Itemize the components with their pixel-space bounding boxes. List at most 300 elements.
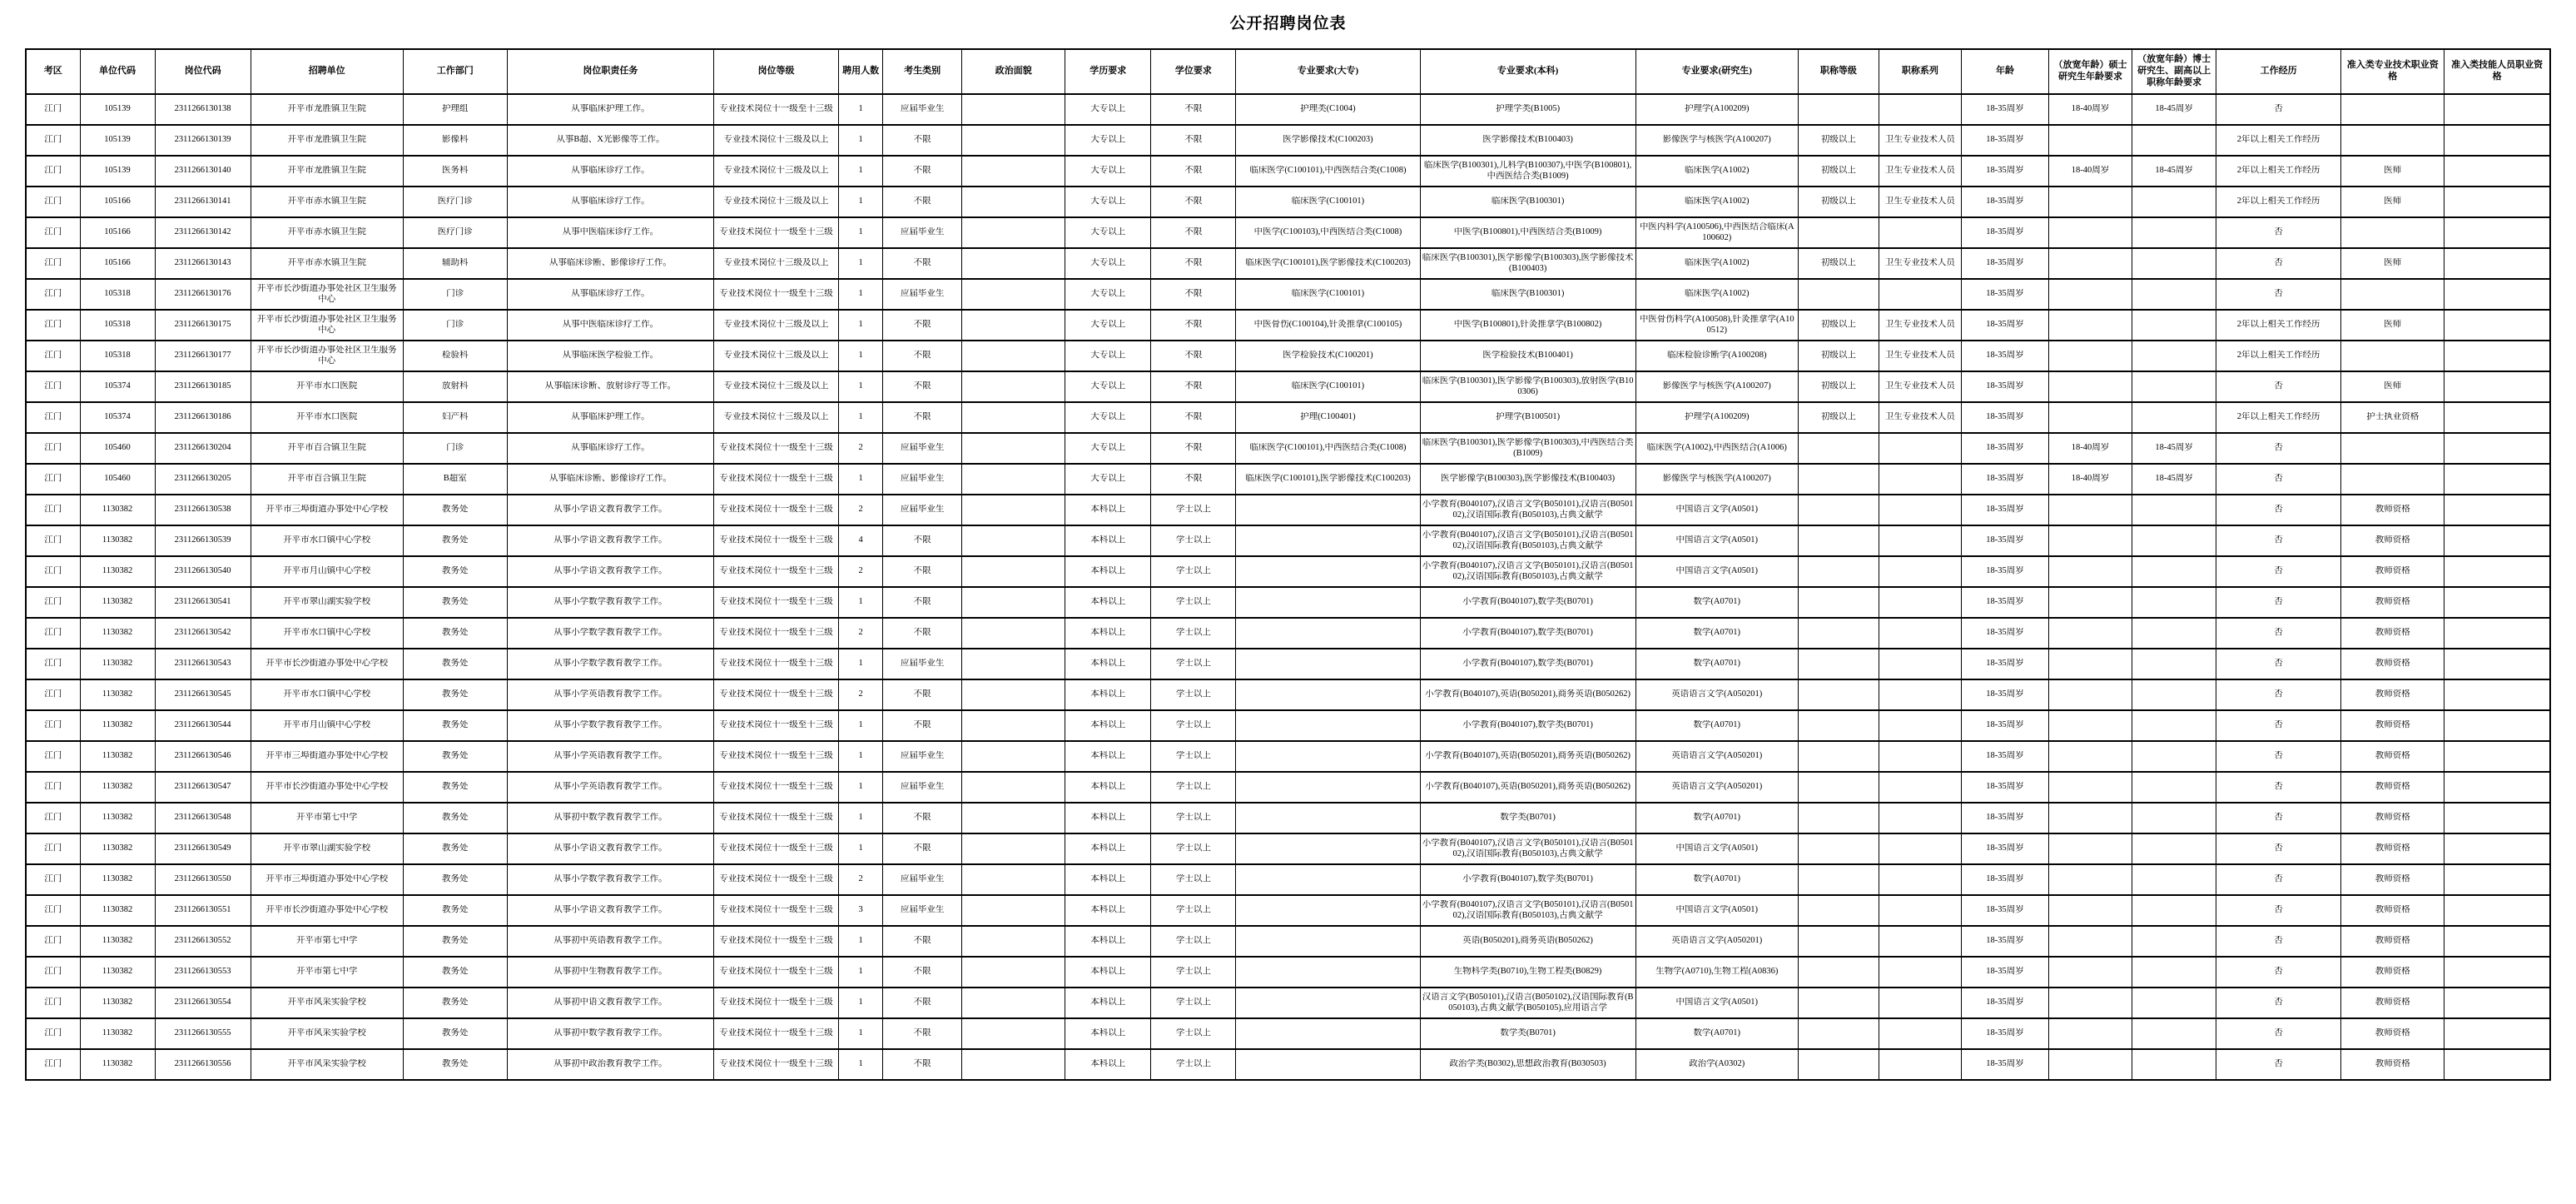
cell-text: 政治学类(B0302),思想政治教育(B030503) [1449, 1059, 1606, 1069]
cell [2216, 371, 2341, 402]
cell-text: 中医学(B100801),针灸推拿学(B100802) [1453, 320, 1602, 330]
cell [155, 1018, 251, 1049]
cell [1236, 803, 1420, 833]
cell [155, 94, 251, 125]
cell [1798, 402, 1879, 433]
cell-text: 2 [858, 566, 863, 576]
cell [2216, 217, 2341, 248]
cell [1236, 187, 1420, 217]
cell-text: 学士以上 [1175, 936, 1211, 946]
cell [1798, 156, 1879, 187]
cell [1961, 1049, 2048, 1080]
cell-text: 不限 [913, 320, 931, 330]
cell-text: 医师 [2384, 197, 2402, 206]
cell [1151, 803, 1236, 833]
cell [1236, 495, 1420, 525]
cell [713, 495, 838, 525]
cell [26, 895, 80, 926]
cell-text: 1 [858, 197, 863, 206]
cell [507, 833, 713, 864]
cell-text: 卫生专业技术人员 [1884, 412, 1955, 422]
cell-text: 临床医学(C100101),中西医结合类(C1008) [1249, 443, 1407, 453]
cell [839, 772, 883, 803]
cell [1635, 926, 1798, 957]
table-row [26, 833, 2550, 864]
cell [962, 433, 1065, 464]
cell [1961, 94, 2048, 125]
cell [26, 864, 80, 895]
cell [155, 187, 251, 217]
cell [2048, 741, 2132, 772]
cell [251, 279, 403, 310]
cell-text: 门诊 [446, 320, 464, 330]
cell [80, 741, 155, 772]
cell [2048, 895, 2132, 926]
cell-text: 18-35周岁 [1986, 597, 2024, 607]
cell-text: 临床医学(C100101),医学影像技术(C100203) [1245, 258, 1411, 268]
cell-text: 应届毕业生 [900, 905, 945, 915]
cell [1879, 248, 1961, 279]
cell [883, 957, 962, 988]
cell-text: 教务处 [442, 720, 469, 730]
cell-text: 学士以上 [1175, 628, 1211, 638]
table-row [26, 217, 2550, 248]
cell [1151, 741, 1236, 772]
cell-text: 江门 [44, 628, 62, 638]
cell-text: 2311266130555 [174, 1028, 231, 1038]
cell [713, 988, 838, 1018]
cell [1961, 679, 2048, 710]
cell [26, 187, 80, 217]
cell [962, 803, 1065, 833]
cell [26, 525, 80, 556]
cell-text: 1 [858, 998, 863, 1007]
cell-text: 从事初中语文教育教学工作。 [553, 998, 668, 1007]
column-header: 专业要求(大专) [1236, 49, 1420, 94]
cell [1236, 679, 1420, 710]
cell-text: 18-35周岁 [1986, 1028, 2024, 1038]
cell-text: 从事小学英语教育教学工作。 [553, 751, 668, 761]
cell-text: 从事临床诊疗工作。 [571, 166, 650, 176]
cell-text: 不限 [1184, 443, 1203, 453]
cell-text: 2311266130143 [174, 258, 231, 268]
cell [2048, 772, 2132, 803]
cell [1420, 433, 1635, 464]
cell [26, 926, 80, 957]
cell-text: 教务处 [442, 751, 469, 761]
cell [251, 125, 403, 156]
cell-text: 临床医学(B100301),儿科学(B100307),中医学(B100801),中西医结合类(B1009) [1423, 160, 1632, 181]
cell [251, 803, 403, 833]
cell [1798, 248, 1879, 279]
cell-text: 小学教育(B040107),汉语言文学(B050101),汉语言(B050102),汉语国际教育(B050103),古典文献学 [1422, 838, 1634, 858]
cell-text: 不限 [913, 535, 931, 545]
cell [2444, 926, 2550, 957]
cell-text: 18-35周岁 [1986, 659, 2024, 669]
cell [1236, 649, 1420, 679]
cell [2341, 864, 2444, 895]
cell [713, 187, 838, 217]
cell [2216, 556, 2341, 587]
cell-text: 105460 [104, 443, 131, 453]
cell [2216, 341, 2341, 371]
cell-text: 2311266130140 [174, 166, 231, 176]
cell-text: 护士执业资格 [2366, 412, 2420, 422]
cell-text: 开平市水口镇中心学校 [283, 628, 371, 638]
cell [883, 587, 962, 618]
cell-text: 2311266130554 [174, 998, 231, 1007]
cell [1635, 248, 1798, 279]
cell [1635, 156, 1798, 187]
cell [1961, 895, 2048, 926]
cell [1065, 217, 1151, 248]
cell [251, 495, 403, 525]
cell-text: 汉语言文学(B050101),汉语言(B050102),汉语国际教育(B050103),古典文献学(B050105),应用语言学 [1422, 992, 1634, 1012]
cell [1065, 587, 1151, 618]
cell [2132, 217, 2216, 248]
cell [80, 495, 155, 525]
cell-text: 学士以上 [1175, 505, 1211, 515]
cell [251, 957, 403, 988]
cell [1420, 341, 1635, 371]
cell-text: 小学教育(B040107),汉语言文学(B050101),汉语言(B050102),汉语国际教育(B050103),古典文献学 [1422, 530, 1634, 550]
cell-text: 卫生专业技术人员 [1884, 197, 1955, 206]
cell [2216, 679, 2341, 710]
cell [2132, 895, 2216, 926]
cell [2216, 525, 2341, 556]
cell [403, 833, 507, 864]
cell-text: 开平市月山镇中心学校 [283, 566, 371, 576]
cell [2341, 341, 2444, 371]
cell [883, 679, 962, 710]
cell [403, 957, 507, 988]
cell [2341, 279, 2444, 310]
cell-text: 专业技术岗位十一级至十三级 [719, 1059, 833, 1069]
cell-text: 初级以上 [1820, 351, 1856, 361]
cell [713, 248, 838, 279]
cell [1798, 556, 1879, 587]
cell-text: 初级以上 [1820, 135, 1856, 145]
cell-text: 从事小学英语教育教学工作。 [553, 689, 668, 699]
cell-text: 不限 [913, 967, 931, 977]
cell [713, 895, 838, 926]
cell-text: 1130382 [102, 1028, 133, 1038]
cell-text: 从事初中政治教育教学工作。 [553, 1059, 668, 1069]
cell-text: 临床医学(B100301),医学影像学(B100303),放射医学(B100306) [1422, 376, 1634, 396]
cell [2132, 94, 2216, 125]
cell [962, 957, 1065, 988]
cell [80, 618, 155, 649]
column-header: 准入类技能人员职业资格 [2444, 49, 2550, 94]
cell [2444, 833, 2550, 864]
cell-text: 学士以上 [1175, 782, 1211, 792]
cell-text: 本科以上 [1090, 535, 1126, 545]
cell [1420, 864, 1635, 895]
cell [507, 1049, 713, 1080]
cell [1635, 495, 1798, 525]
cell [2444, 772, 2550, 803]
cell-text: 1130382 [102, 843, 133, 853]
cell [839, 741, 883, 772]
cell [1065, 649, 1151, 679]
cell [251, 156, 403, 187]
cell-text: 1 [858, 659, 863, 669]
cell [2216, 495, 2341, 525]
cell [26, 587, 80, 618]
cell-text: 从事临床医学检验工作。 [562, 351, 659, 361]
cell-text: 从事临床诊疗工作。 [571, 443, 650, 453]
cell [1151, 525, 1236, 556]
cell [1961, 833, 2048, 864]
cell-text: 专业技术岗位十一级至十三级 [719, 474, 833, 484]
cell [2048, 433, 2132, 464]
cell-text: 不限 [913, 566, 931, 576]
cell [839, 1049, 883, 1080]
cell-text: 小学教育(B040107),数学类(B0701) [1462, 720, 1593, 730]
cell-text: 18-40周岁 [2071, 474, 2110, 484]
cell [2444, 649, 2550, 679]
cell [1635, 556, 1798, 587]
cell [839, 803, 883, 833]
cell [713, 94, 838, 125]
cell [1879, 310, 1961, 341]
table-row [26, 710, 2550, 741]
cell [155, 988, 251, 1018]
cell [1420, 279, 1635, 310]
cell-text: 不限 [913, 412, 931, 422]
cell [839, 217, 883, 248]
cell-text: 教师资格 [2375, 689, 2410, 699]
cell-text: 2 [858, 628, 863, 638]
cell-text: 英语(B050201),商务英语(B050262) [1462, 936, 1593, 946]
cell [839, 1018, 883, 1049]
cell-text: 1 [858, 782, 863, 792]
cell-text: 江门 [44, 166, 62, 176]
cell [507, 1018, 713, 1049]
cell-text: 1 [858, 258, 863, 268]
cell [80, 803, 155, 833]
column-header: 学历要求 [1065, 49, 1151, 94]
cell-text: 教师资格 [2375, 874, 2410, 884]
cell [155, 679, 251, 710]
cell [1879, 1049, 1961, 1080]
cell [1065, 556, 1151, 587]
cell [1420, 803, 1635, 833]
cell-text: 专业技术岗位十三级及以上 [723, 320, 829, 330]
cell [80, 926, 155, 957]
cell [26, 279, 80, 310]
cell [1635, 741, 1798, 772]
cell-text: 本科以上 [1090, 782, 1126, 792]
cell [1420, 895, 1635, 926]
cell-text: 大专以上 [1090, 197, 1126, 206]
cell-text: 专业技术岗位十一级至十三级 [719, 843, 833, 853]
cell [962, 988, 1065, 1018]
cell-text: 江门 [44, 597, 62, 607]
cell-text: 开平市第七中学 [295, 967, 358, 977]
cell-text: 2311266130541 [174, 597, 231, 607]
cell [1798, 1049, 1879, 1080]
cell [1961, 341, 2048, 371]
cell [26, 125, 80, 156]
cell-text: 小学教育(B040107),汉语言文学(B050101),汉语言(B050102),汉语国际教育(B050103),古典文献学 [1422, 499, 1634, 520]
cell [1420, 587, 1635, 618]
cell-text: 105374 [104, 381, 131, 391]
cell [155, 371, 251, 402]
cell-text: 本科以上 [1090, 566, 1126, 576]
cell [2216, 587, 2341, 618]
cell [1961, 279, 2048, 310]
cell [26, 94, 80, 125]
cell-text: 开平市水口医院 [295, 412, 358, 422]
cell [839, 371, 883, 402]
cell-text: 否 [2274, 597, 2283, 607]
cell [155, 618, 251, 649]
cell [839, 864, 883, 895]
cell [80, 772, 155, 803]
cell [1879, 988, 1961, 1018]
cell [80, 94, 155, 125]
cell [2216, 649, 2341, 679]
cell [1961, 587, 2048, 618]
cell [1236, 741, 1420, 772]
cell-text: 专业技术岗位十三级及以上 [723, 381, 829, 391]
cell [2341, 495, 2444, 525]
cell-text: 从事初中英语教育教学工作。 [553, 936, 668, 946]
cell-text: 影像医学与核医学(A100207) [1662, 474, 1771, 484]
cell [2341, 217, 2444, 248]
cell-text: 2年以上相关工作经历 [2236, 166, 2320, 176]
cell [2444, 433, 2550, 464]
cell [962, 125, 1065, 156]
cell [155, 772, 251, 803]
cell-text: 教务处 [442, 505, 469, 515]
cell [1151, 187, 1236, 217]
cell [1065, 525, 1151, 556]
cell-text: 专业技术岗位十一级至十三级 [719, 782, 833, 792]
cell-text: 2311266130543 [174, 659, 231, 669]
cell-text: 不限 [1184, 258, 1203, 268]
cell [507, 556, 713, 587]
cell-text: 英语语言文学(A050201) [1671, 689, 1763, 699]
cell [883, 402, 962, 433]
cell-text: 不限 [913, 936, 931, 946]
cell-text: 专业技术岗位十三级及以上 [723, 351, 829, 361]
cell [1879, 803, 1961, 833]
cell-text: 1130382 [102, 597, 133, 607]
cell-text: 18-35周岁 [1986, 166, 2024, 176]
table-row [26, 125, 2550, 156]
cell [1420, 649, 1635, 679]
cell [1065, 864, 1151, 895]
cell [1151, 926, 1236, 957]
cell-text: 大专以上 [1090, 166, 1126, 176]
cell [1420, 741, 1635, 772]
table-row [26, 587, 2550, 618]
cell [80, 125, 155, 156]
cell-text: 18-35周岁 [1986, 443, 2024, 453]
cell-text: 学士以上 [1175, 1028, 1211, 1038]
cell [403, 156, 507, 187]
cell [507, 649, 713, 679]
cell-text: 不限 [913, 628, 931, 638]
cell [2048, 125, 2132, 156]
cell [2341, 803, 2444, 833]
cell-text: 中医学(B100801),中西医结合类(B1009) [1453, 227, 1602, 237]
cell [883, 926, 962, 957]
cell-text: 1130382 [102, 505, 133, 515]
cell [713, 525, 838, 556]
cell-text: 1 [858, 412, 863, 422]
cell-text: 1130382 [102, 813, 133, 823]
cell-text: 否 [2274, 967, 2283, 977]
cell-text: 教师资格 [2375, 751, 2410, 761]
cell-text: 数学(A0701) [1693, 813, 1741, 823]
cell [713, 156, 838, 187]
cell-text: 数学(A0701) [1693, 628, 1741, 638]
cell-text: 2年以上相关工作经历 [2236, 197, 2320, 206]
cell [2048, 710, 2132, 741]
cell-text: 大专以上 [1090, 351, 1126, 361]
cell-text: 临床医学(C100101) [1291, 197, 1365, 206]
cell-text: 教务处 [442, 874, 469, 884]
cell-text: 开平市长沙街道办事处中心学校 [266, 782, 389, 792]
cell [251, 618, 403, 649]
cell [962, 371, 1065, 402]
cell [26, 464, 80, 495]
cell [1151, 464, 1236, 495]
cell [2341, 679, 2444, 710]
cell [839, 957, 883, 988]
cell [962, 772, 1065, 803]
cell [80, 988, 155, 1018]
cell-text: 专业技术岗位十一级至十三级 [719, 505, 833, 515]
cell-text: 江门 [44, 351, 62, 361]
cell [1961, 525, 2048, 556]
cell-text: 开平市三埠街道办事处中心学校 [266, 874, 389, 884]
cell-text: 大专以上 [1090, 412, 1126, 422]
cell-text: 否 [2274, 998, 2283, 1007]
cell [883, 310, 962, 341]
cell-text: 开平市三埠街道办事处中心学校 [266, 505, 389, 515]
cell [883, 279, 962, 310]
cell [1879, 341, 1961, 371]
cell [883, 156, 962, 187]
cell [507, 864, 713, 895]
cell-text: 105139 [104, 135, 131, 145]
cell-text: 开平市翠山湖实验学校 [283, 597, 371, 607]
cell [155, 495, 251, 525]
cell-text: 18-35周岁 [1986, 258, 2024, 268]
cell [507, 464, 713, 495]
cell [403, 125, 507, 156]
cell [839, 94, 883, 125]
cell-text: 2 [858, 689, 863, 699]
cell-text: 18-35周岁 [1986, 1059, 2024, 1069]
cell [713, 341, 838, 371]
cell [2444, 618, 2550, 649]
cell-text: 专业技术岗位十三级及以上 [723, 258, 829, 268]
cell [251, 94, 403, 125]
cell [1635, 988, 1798, 1018]
cell [507, 156, 713, 187]
cell [1961, 741, 2048, 772]
cell-text: 专业技术岗位十一级至十三级 [719, 720, 833, 730]
cell [962, 895, 1065, 926]
cell-text: 从事小学语文教育教学工作。 [553, 535, 668, 545]
cell-text: 放射科 [442, 381, 469, 391]
cell [1635, 803, 1798, 833]
